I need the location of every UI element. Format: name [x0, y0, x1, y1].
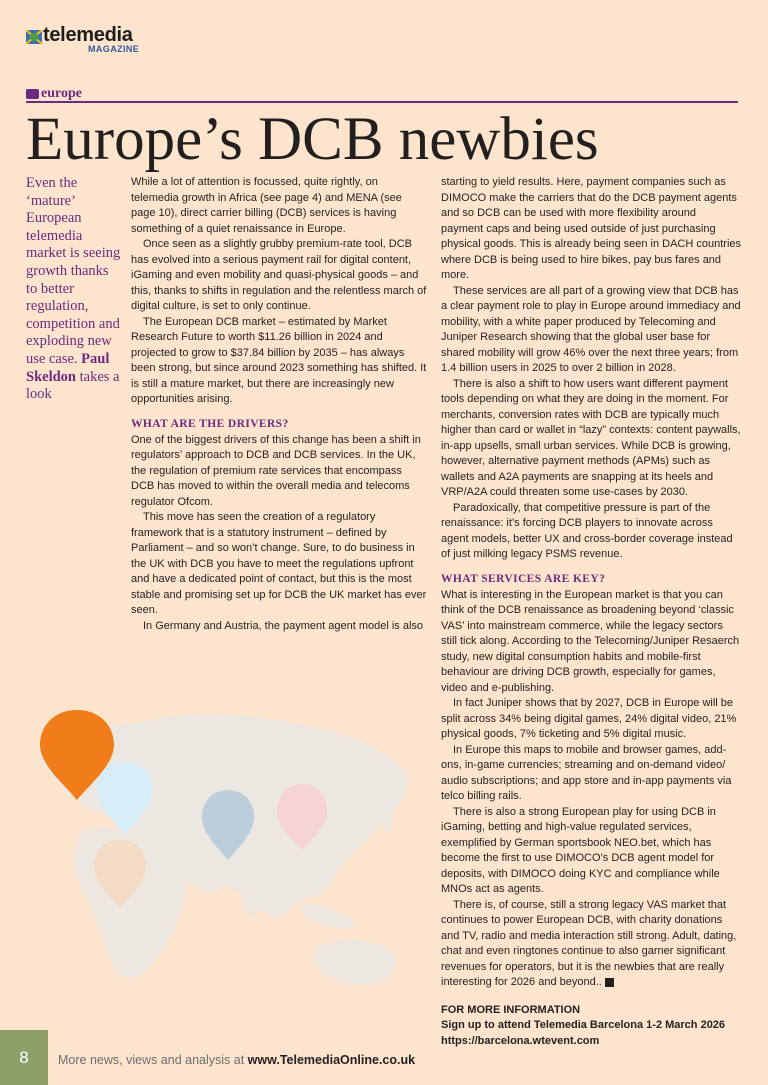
standfirst-end: takes a look: [26, 368, 120, 403]
paragraph-final: [441, 898, 741, 991]
paragraph: There is also a shift to how users want different payment tools depending on what they are doing in the moment. For merchants, conversion rates with DCB are typically much higher than card or wallet in “lazy” contexts: content paywalls, in-app upsells, small urban services. While DCB is growing, however, alternative payment methods (APMs) such as wallets and A2A payments are snapping at its heels and VRP/A2A could threaten some use-cases by 2030.: [441, 377, 741, 498]
paragraph: starting to yield results. Here, payment companies such as DIMOCO make the carriers that do the DCB payment agents and so DCB can be used with more flexibility around payment caps and being used outside of just purchasing physical goods. This is already being seen in DACH countries where DCB is being used to hire bikes, pay bus fares and more.: [441, 176, 742, 281]
map-islands: [300, 904, 354, 929]
section-chip: [26, 89, 39, 99]
more-info-box: [441, 1003, 741, 1050]
page-number: 8: [0, 1030, 48, 1085]
paragraph: In fact Juniper shows that by 2027, DCB in Europe will be split across 34% being digital games, 24% digital video, 21% physical goods, 7% ticketing and 5% digital music.: [441, 697, 737, 740]
subheading-drivers: WHAT ARE THE DRIVERS?: [131, 417, 289, 430]
footer-url[interactable]: www.TelemediaOnline.co.uk: [247, 1053, 416, 1067]
logo-text: telemedia: [43, 24, 133, 46]
paragraph-text: There is, of course, still a strong legacy VAS market that continues to power European DCB, with charity donations and TV, radio and media interaction still strong. Adult, dating, chat and even ringtones continue to also garner significant revenues for operators, but it is the newbies that are really interesting for 2026 and beyond..: [441, 898, 737, 988]
paragraph: One of the biggest drivers of this change has been a shift in regulators’ approach to DCB and DCB services. In the UK, the regulation of premium rate services that encompass DCB has moved to within the overall media and telecoms regulator Ofcom.: [131, 433, 421, 508]
globe-flag-icon: [26, 30, 42, 44]
standfirst: [26, 175, 122, 404]
paragraph: These services are all part of a growing view that DCB has a clear payment role to play in Europe around immediacy and mobility, with a white paper produced by Telecoming and Juniper Research showing that the global user base for shared mobility will grow 46% over the next three years; from 1.4 billion users in 2025 to over 2 billion in 2028.: [441, 284, 741, 374]
world-map-pins-illustration: [0, 700, 430, 1030]
headline: Europe’s DCB newbies: [26, 106, 599, 173]
article-column-1: [131, 175, 427, 634]
map-australia: [314, 940, 396, 985]
subheading-services: WHAT SERVICES ARE KEY?: [441, 572, 606, 585]
more-info-title: FOR MORE INFORMATION: [441, 1003, 581, 1016]
more-info-url[interactable]: https://barcelona.wtevent.com: [441, 1034, 600, 1047]
paragraph: While a lot of attention is focussed, quite rightly, on telemedia growth in Africa (see page 4) and MENA (see page 10), direct carrier billing (DCB) services is having something of a quiet renaissance in Europe.: [131, 176, 402, 235]
more-info-line: Sign up to attend Telemedia Barcelona 1-2 March 2026: [441, 1019, 726, 1031]
paragraph: In Europe this maps to mobile and browser games, add-ons, in-game currencies; streaming and on-demand video/ audio subscriptions; and app store and in-app payments via telco billing rails.: [441, 743, 732, 802]
section-tag: [26, 88, 82, 100]
paragraph: What is interesting in the European market is that you can think of the DCB renaissance as broadening beyond ‘classic VAS’ into mainstream commerce, while the legacy sectors still tick along. According to the Telecoming/Juniper Resaerch study, new digital consumption habits and mobile-first behaviour are driving DCB growth, especially for games, video and e-publishing.: [441, 588, 740, 694]
end-mark-icon: ■: [605, 978, 614, 987]
paragraph: Paradoxically, that competitive pressure is part of the renaissance: it’s forcing DCB players to innovate across agent models, better UX and cross-border coverage instead of just milking legacy PSMS revenue.: [441, 501, 733, 560]
paragraph: Once seen as a slightly grubby premium-rate tool, DCB has evolved into a serious payment rail for digital content, iGaming and even mobility and quasi-physical goods – and this, thanks to shifts in regulation and the relentless march of digital culture, is set to only continue.: [131, 238, 427, 312]
paragraph: In Germany and Austria, the payment agent model is also: [143, 619, 424, 632]
article-column-2: [441, 175, 741, 1049]
author: Paul Skeldon: [26, 350, 110, 385]
standfirst-text: Even the ‘mature’ European telemedia market is seeing growth thanks to better regulation, competition and exploding new use case.: [26, 175, 121, 367]
paragraph: The European DCB market – estimated by Market Research Future to worth $11.26 billion in 2024 and projected to grow to $37.84 billion by 2035 – has always been strong, but since around 2023 something has shifted. It is still a mature market, but there are increasingly new opportunities arising.: [131, 315, 427, 405]
footer-text: [58, 1053, 415, 1067]
footer-label: More news, views and analysis at: [58, 1053, 248, 1067]
paragraph: This move has seen the creation of a regulatory framework that is a statutory instrument – defined by Parliament – and so won’t change. Sure, to do business in the UK with DCB you have to meet the regulations upfront and have a dedicated point of contact, but this is the most stable and promising set up for DCB the UK market has ever seen.: [131, 511, 427, 616]
section-label: europe: [41, 86, 82, 101]
logo-subtitle: MAGAZINE: [88, 44, 140, 54]
paragraph: There is also a strong European play for using DCB in iGaming, betting and high-value regulated services, exemplified by German sportsbook NEO.bet, which has become the first to use DIMOCO’s DCB agent model for deposits, with DIMOCO doing KYC and compliance while MNOs act as agents.: [441, 805, 720, 895]
section-divider: [26, 101, 738, 103]
